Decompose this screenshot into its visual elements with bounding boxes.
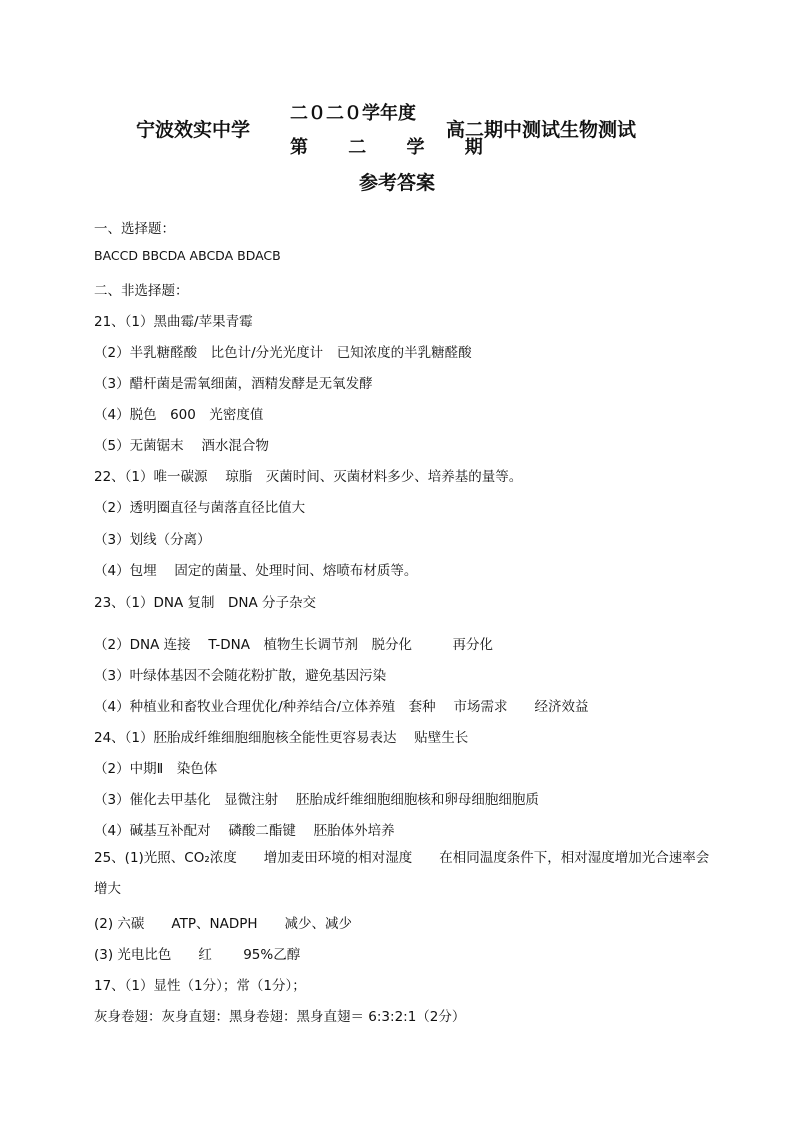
choice-answers: BACCD BBCDA ABCDA BDACB: [94, 248, 281, 263]
section-heading-nonchoice: 二、非选择题：: [94, 283, 189, 299]
semester: 第 二 学 期: [290, 137, 500, 158]
answer-line: （5）无菌锯末 酒水混合物: [94, 438, 269, 454]
answer-line: 23、（1）DNA 复制 DNA 分子杂交: [94, 595, 317, 611]
page-title: 参考答案: [358, 172, 435, 194]
school-name: 宁波效实中学: [136, 119, 251, 141]
answer-line: 17、（1）显性（1分）；常（1分）；: [94, 978, 306, 994]
answer-line: （3）醋杆菌是需氧细菌，酒精发酵是无氧发酵: [94, 376, 373, 392]
answer-line: （2）透明圈直径与菌落直径比值大: [94, 500, 306, 516]
answer-line: （2）半乳糖醛酸 比色计/分光光度计 已知浓度的半乳糖醛酸: [94, 345, 472, 361]
answer-line: （4）包埋 固定的菌量、处理时间、熔喷布材质等。: [94, 563, 418, 579]
answer-line: （3）划线（分离）: [94, 532, 211, 548]
answer-line: （4）脱色 600 光密度值: [94, 407, 264, 423]
answer-line: （2）DNA 连接 T-DNA 植物生长调节剂 脱分化 再分化: [94, 637, 494, 653]
school-year: 二０二０学年度: [290, 103, 416, 124]
answer-line: (2) 六碳 ATP、NADPH 减少、减少: [94, 916, 353, 932]
section-heading-choice: 一、选择题：: [94, 221, 175, 237]
answer-line: 22、（1）唯一碳源 琼脂 灭菌时间、灭菌材料多少、培养基的量等。: [94, 469, 523, 485]
answer-line: 25、(1)光照、CO₂浓度 增加麦田环境的相对湿度 在相同温度条件下，相对湿度增加光合速率会增大: [94, 850, 710, 897]
answer-line: 21、（1）黑曲霉/苹果青霉: [94, 314, 253, 330]
answer-line: （2）中期Ⅱ 染色体: [94, 761, 218, 777]
answer-line: （4）碱基互补配对 磷酸二酯键 胚胎体外培养: [94, 823, 395, 839]
answer-line: 灰身卷翅：灰身直翅：黑身卷翅：黑身直翅＝ 6:3:2:1（2分）: [94, 1009, 466, 1025]
answer-line: 24、（1）胚胎成纤维细胞细胞核全能性更容易表达 贴壁生长: [94, 730, 469, 746]
answer-line: （3）叶绿体基因不会随花粉扩散，避免基因污染: [94, 668, 387, 684]
answer-line: （4）种植业和畜牧业合理优化/种养结合/立体养殖 套种 市场需求 经济效益: [94, 699, 589, 715]
exam-title: 高二期中测试生物测试: [446, 119, 637, 141]
answer-line: (3) 光电比色 红 95%乙醇: [94, 947, 301, 963]
answer-line: （3）催化去甲基化 显微注射 胚胎成纤维细胞细胞核和卵母细胞细胞质: [94, 792, 539, 808]
